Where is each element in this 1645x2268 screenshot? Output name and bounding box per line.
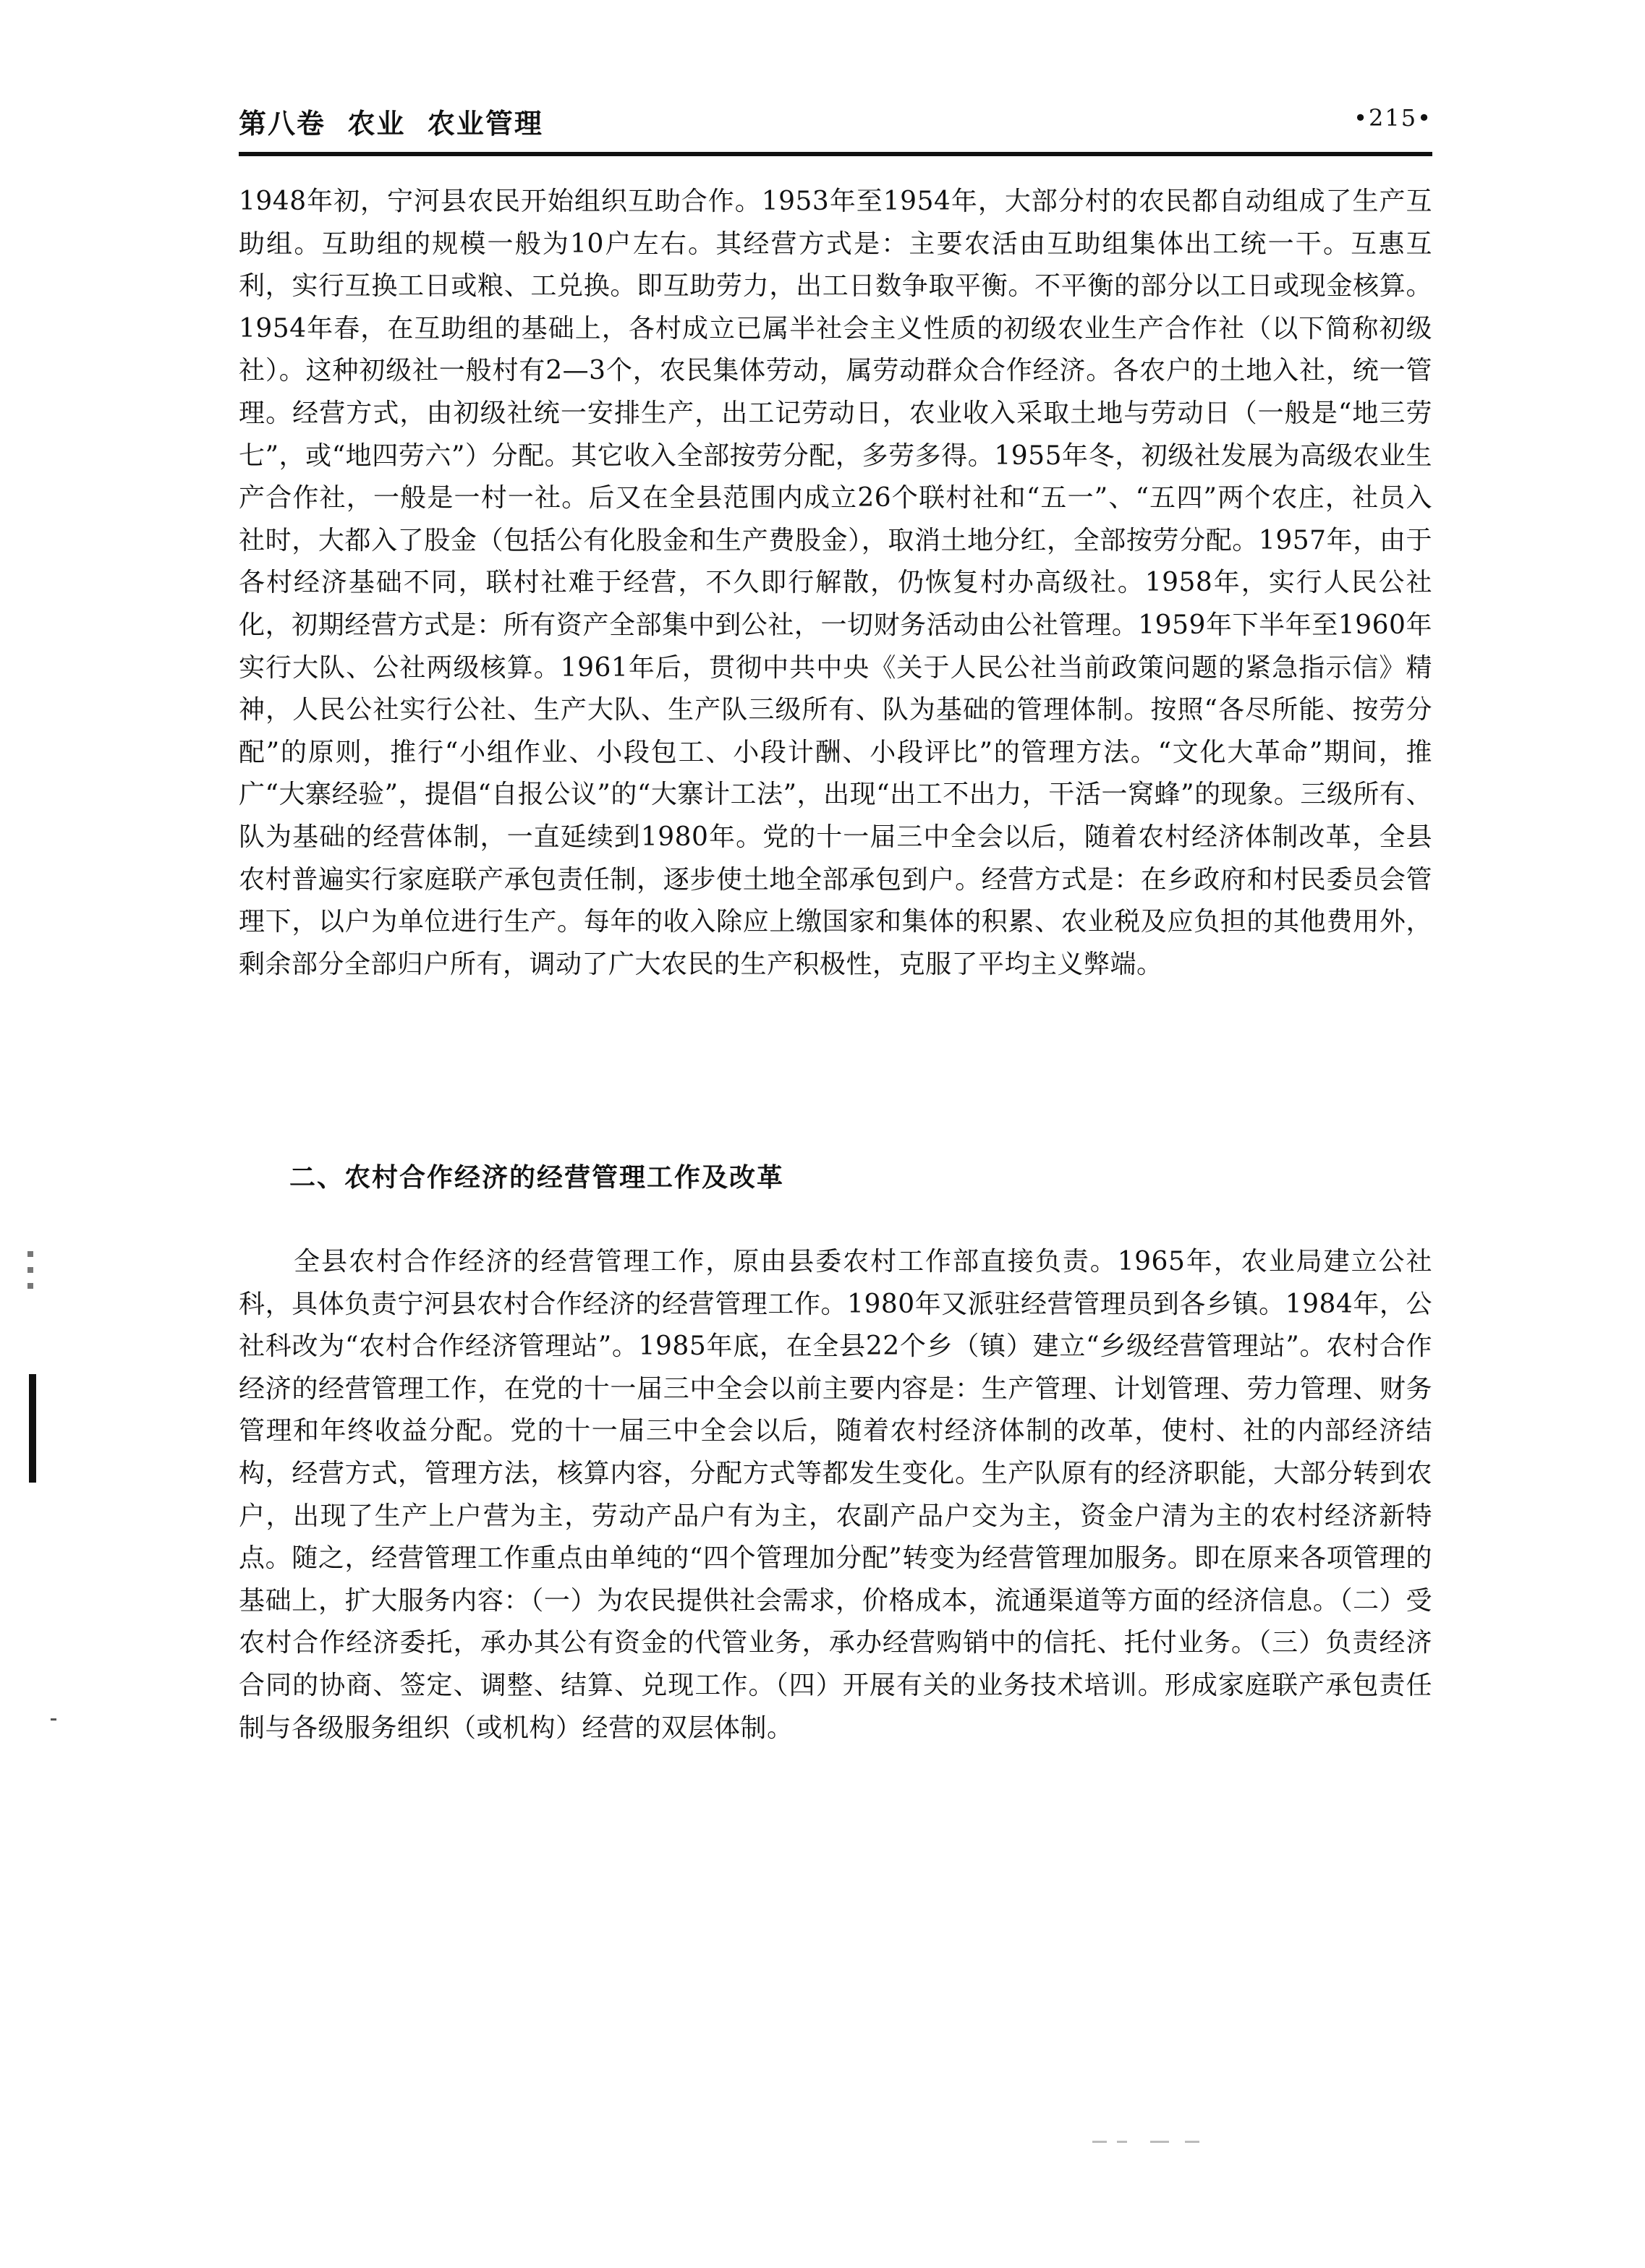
section-heading: 二、农村合作经济的经营管理工作及改革	[289, 1163, 785, 1193]
page-number: •215•	[1353, 104, 1432, 132]
running-header	[239, 101, 1432, 152]
header-rule	[239, 152, 1432, 156]
margin-speck	[51, 1718, 56, 1721]
header-title: 第八卷 农业 农业管理	[239, 108, 543, 140]
paragraph-2: 全县农村合作经济的经营管理工作，原由县委农村工作部直接负责。1965年，农业局建立公社科，具体负责宁河县农村合作经济的经营管理工作。1980年又派驻经营管理员到各乡镇。1984年，公社科改为“农村合作经济管理站”。1985年底，在全县22个乡（镇）建立“乡级经营管理站”。农村合作经济的经营管理工作，在党的十一届三中全会以前主要内容是：生产管理、计划管理、劳力管理、财务管理和年终收益分配。党的十一届三中全会以后，随着农村经济体制的改革，使村、社的内部经济结构，经营方式，管理方法，核算内容，分配方式等都发生变化。生产队原有的经济职能，大部分转到农户，出现了生产上户营为主，劳动产品户有为主，农副产品户交为主，资金户清为主的农村经济新特点。随之，经营管理工作重点由单纯的“四个管理加分配”转变为经营管理加服务。即在原来各项管理的基础上，扩大服务内容：（一）为农民提供社会需求，价格成本，流通渠道等方面的经济信息。（二）受农村合作经济委托，承办其公有资金的代管业务，承办经营购销中的信托、托付业务。（三）负责经济合同的协商、签定、调整、结算、兑现工作。（四）开展有关的业务技术培训。形成家庭联产承包责任制与各级服务组织（或机构）经营的双层体制。	[239, 1247, 1432, 1743]
margin-binding-bar	[29, 1374, 36, 1483]
margin-scan-marks	[22, 1251, 43, 1302]
scan-specks	[1092, 2141, 1208, 2145]
paragraph-1: 1948年初，宁河县农民开始组织互助合作。1953年至1954年，大部分村的农民都自动组成了生产互助组。互助组的规模一般为10户左右。其经营方式是：主要农活由互助组集体出工统一干。互惠互利，实行互换工日或粮、工兑换。即互助劳力，出工日数争取平衡。不平衡的部分以工日或现金核算。1954年春，在互助组的基础上，各村成立已属半社会主义性质的初级农业生产合作社（以下简称初级社）。这种初级社一般村有2—3个，农民集体劳动，属劳动群众合作经济。各农户的土地入社，统一管理。经营方式，由初级社统一安排生产，出工记劳动日，农业收入采取土地与劳动日（一般是“地三劳七”，或“地四劳六”）分配。其它收入全部按劳分配，多劳多得。1955年冬，初级社发展为高级农业生产合作社，一般是一村一社。后又在全县范围内成立26个联村社和“五一”、“五四”两个农庄，社员入社时，大都入了股金（包括公有化股金和生产费股金），取消土地分红，全部按劳分配。1957年，由于各村经济基础不同，联村社难于经营，不久即行解散，仍恢复村办高级社。1958年，实行人民公社化，初期经营方式是：所有资产全部集中到公社，一切财务活动由公社管理。1959年下半年至1960年实行大队、公社两级核算。1961年后，贯彻中共中央《关于人民公社当前政策问题的紧急指示信》精神，人民公社实行公社、生产大队、生产队三级所有、队为基础的管理体制。按照“各尽所能、按劳分配”的原则，推行“小组作业、小段包工、小段计酬、小段评比”的管理方法。“文化大革命”期间，推广“大寨经验”，提倡“自报公议”的“大寨计工法”，出现“出工不出力，干活一窝蜂”的现象。三级所有、队为基础的经营体制，一直延续到1980年。党的十一届三中全会以后，随着农村经济体制改革，全县农村普遍实行家庭联产承包责任制，逐步使土地全部承包到户。经营方式是：在乡政府和村民委员会管理下，以户为单位进行生产。每年的收入除应上缴国家和集体的积累、农业税及应负担的其他费用外，剩余部分全部归户所有，调动了广大农民的生产积极性，克服了平均主义弊端。	[239, 187, 1432, 979]
